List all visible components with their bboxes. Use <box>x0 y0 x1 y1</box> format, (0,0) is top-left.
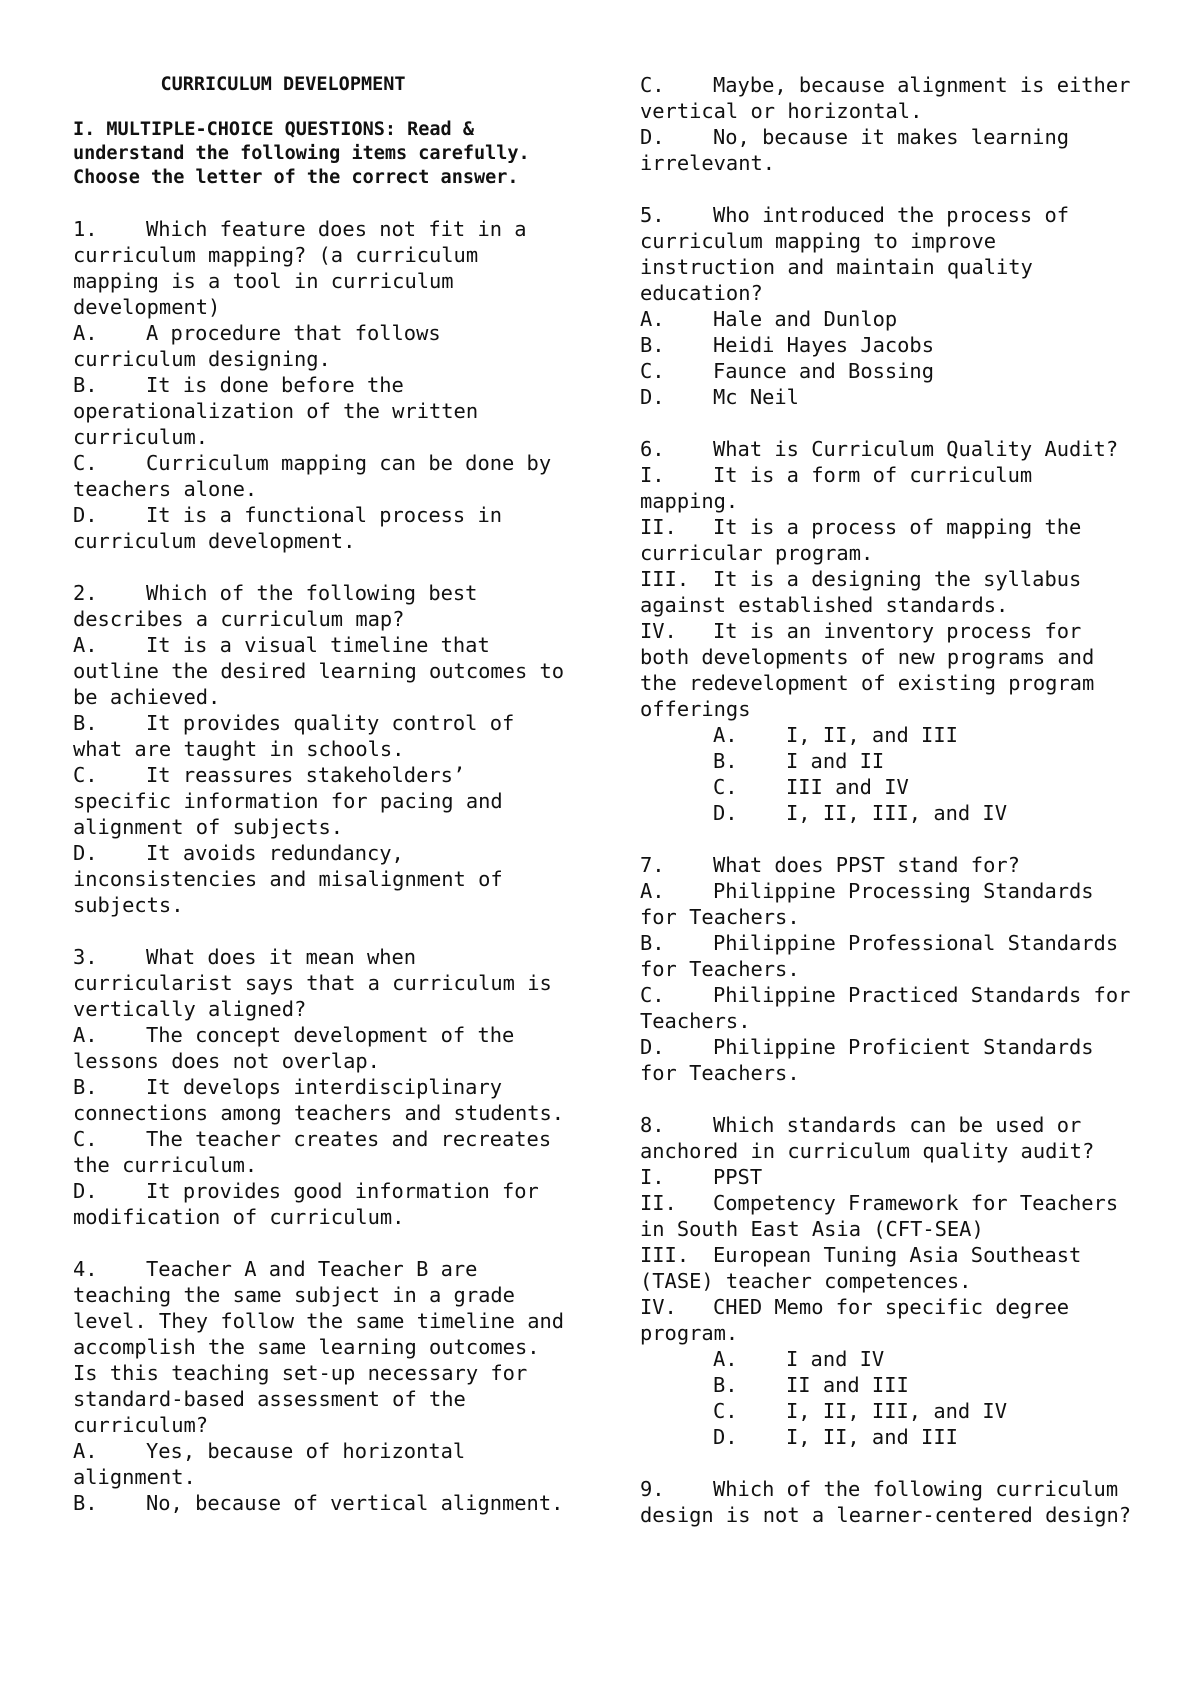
option-d: D. It provides good information for modification of curriculum. <box>73 1179 552 1229</box>
question-5 <box>640 202 1140 410</box>
option-a: A. Yes, because of horizontal alignment. <box>73 1439 478 1489</box>
statement-i: I. PPST <box>640 1165 763 1189</box>
statement-iii: III. It is a designing the syllabus against established standards. <box>640 567 1094 617</box>
option-b: B. It provides quality control of what are taught in schools. <box>73 711 527 761</box>
question-2 <box>73 580 577 918</box>
option-d: D. No, because it makes learning irrelevant. <box>640 125 1082 175</box>
question-stem: 3. What does it mean when curricularist says that a curriculum is vertically aligned? <box>73 945 565 1021</box>
option-d: D. It avoids redundancy, inconsistencies and misalignment of subjects. <box>73 841 515 917</box>
question-stem: 6. What is Curriculum Quality Audit? <box>640 437 1119 461</box>
statement-ii: II. It is a process of mapping the curricular program. <box>640 515 1094 565</box>
question-stem: 7. What does PPST stand for? <box>640 853 1020 877</box>
left-column <box>73 72 577 1542</box>
option-c: C. Philippine Practiced Standards for Teachers. <box>640 983 1143 1033</box>
option-d: D. Philippine Proficient Standards for Teachers. <box>640 1035 1106 1085</box>
question-stem: 2. Which of the following best describes a curriculum map? <box>73 581 490 631</box>
option-c: C. I, II, III, and IV <box>713 1399 1007 1423</box>
option-a: A. The concept development of the lessons does not overlap. <box>73 1023 527 1073</box>
question-7 <box>640 852 1143 1086</box>
statement-iii: III. European Tuning Asia Southeast (TASE) teacher competences. <box>640 1243 1094 1293</box>
option-a: A. I and IV <box>713 1347 885 1371</box>
statement-iv: IV. CHED Memo for specific degree program. <box>640 1295 1082 1345</box>
option-c: C. It reassures stakeholders’ specific information for pacing and alignment of subjects. <box>73 763 515 839</box>
option-a: A. A procedure that follows curriculum designing. <box>73 321 453 371</box>
option-b: B. It develops interdisciplinary connections among teachers and students. <box>73 1075 565 1125</box>
option-b: B. I and II <box>713 749 885 773</box>
option-d: D. It is a functional process in curriculum development. <box>73 503 515 553</box>
option-a: A. It is a visual timeline that outline the desired learning outcomes to be achieved. <box>73 633 577 709</box>
option-c: C. Faunce and Bossing <box>640 359 934 383</box>
question-4-continued <box>640 72 1143 176</box>
question-stem: 4. Teacher A and Teacher B are teaching the same subject in a grade level. They follow the same timeline and accomplish the same learning outcomes. Is this teaching set-up necessary for standard-based assessment of the curriculum? <box>73 1257 577 1437</box>
option-c: C. III and IV <box>713 775 909 799</box>
option-b: B. II and III <box>713 1373 909 1397</box>
question-9 <box>640 1476 1140 1528</box>
statement-ii: II. Competency Framework for Teachers in South East Asia (CFT-SEA) <box>640 1191 1131 1241</box>
option-c: C. Maybe, because alignment is either vertical or horizontal. <box>640 73 1143 123</box>
question-6 <box>640 436 1140 826</box>
question-stem: 5. Who introduced the process of curriculum mapping to improve instruction and maintain quality education? <box>640 203 1082 305</box>
option-b: B. No, because of vertical alignment. <box>73 1491 564 1515</box>
statement-iv: IV. It is an inventory process for both developments of new programs and the redevelopment of existing program offerings <box>640 619 1107 721</box>
question-1 <box>73 216 573 554</box>
option-c: C. The teacher creates and recreates the curriculum. <box>73 1127 564 1177</box>
option-a: A. Hale and Dunlop <box>640 307 898 331</box>
option-d: D. Mc Neil <box>640 385 799 409</box>
question-8 <box>640 1112 1140 1450</box>
option-a: A. Philippine Processing Standards for Teachers. <box>640 879 1106 929</box>
question-4 <box>73 1256 577 1516</box>
option-d: D. I, II, and III <box>713 1425 958 1449</box>
option-b: B. Philippine Professional Standards for Teachers. <box>640 931 1131 981</box>
statement-i: I. It is a form of curriculum mapping. <box>640 463 1045 513</box>
option-b: B. It is done before the operationalization of the written curriculum. <box>73 373 491 449</box>
document-title: CURRICULUM DEVELOPMENT <box>160 74 406 95</box>
instructions: I. MULTIPLE-CHOICE QUESTIONS: Read & understand the following items carefully. Choose the letter of the correct answer. <box>73 119 530 188</box>
right-column <box>640 72 1143 1554</box>
question-stem: 1. Which feature does not fit in a curriculum mapping? (a curriculum mapping is a tool in curriculum development) <box>73 217 539 319</box>
option-a: A. I, II, and III <box>713 723 958 747</box>
question-stem: 8. Which standards can be used or anchored in curriculum quality audit? <box>640 1113 1095 1163</box>
question-3 <box>73 944 573 1230</box>
option-b: B. Heidi Hayes Jacobs <box>640 333 934 357</box>
option-d: D. I, II, III, and IV <box>713 801 1007 825</box>
option-c: C. Curriculum mapping can be done by teachers alone. <box>73 451 564 501</box>
question-stem: 9. Which of the following curriculum design is not a learner-centered design? <box>640 1477 1132 1527</box>
